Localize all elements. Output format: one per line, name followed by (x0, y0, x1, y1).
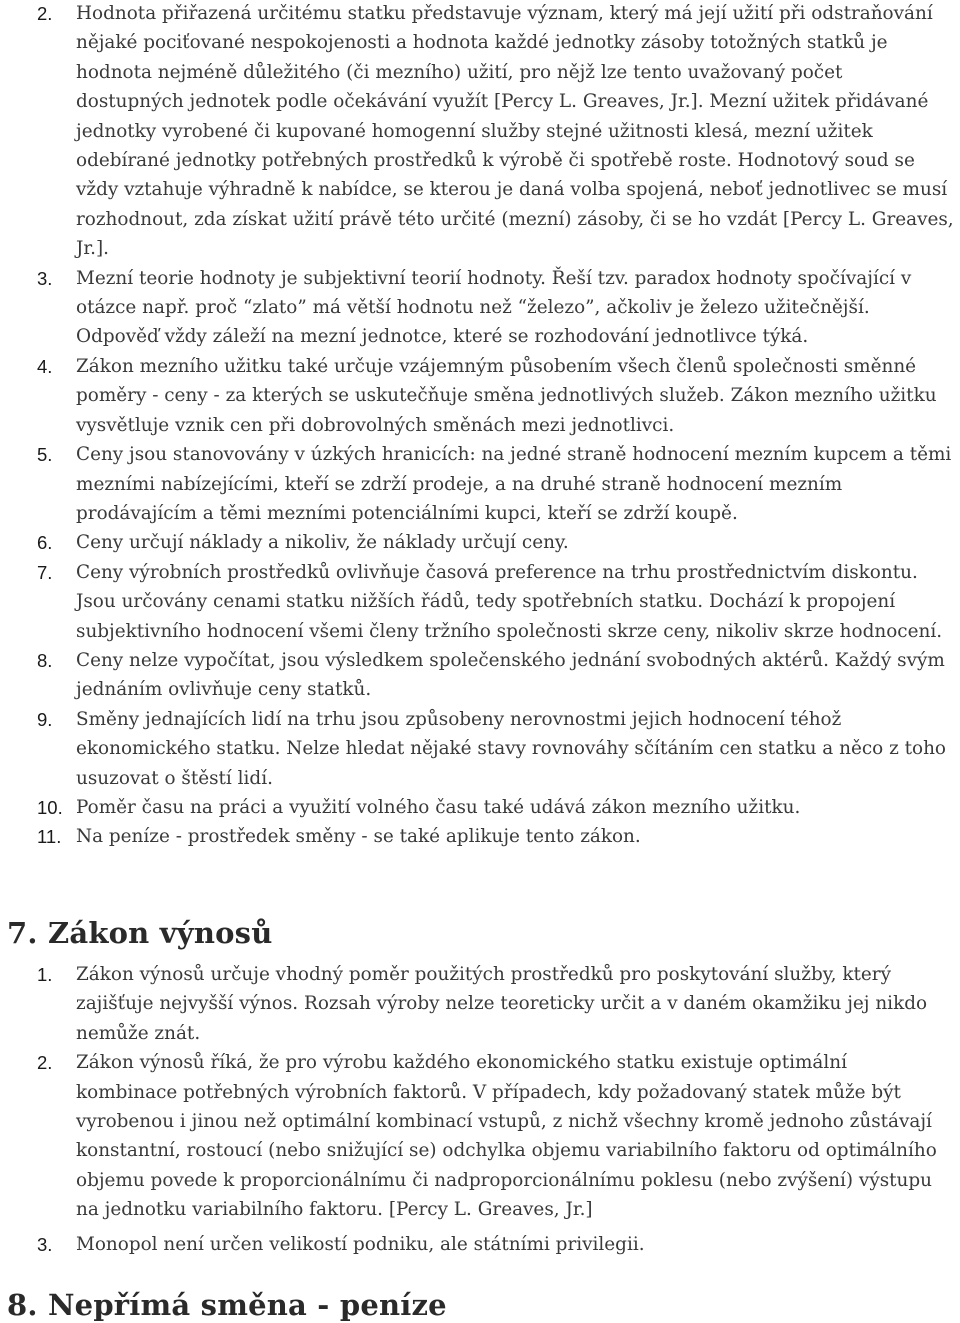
item-number: 2. (37, 3, 53, 24)
item-number: 1. (37, 964, 53, 985)
list-item (0, 960, 960, 1048)
list-item (0, 1230, 960, 1259)
item-number: 8. (37, 649, 53, 671)
item-text: Ceny jsou stanovovány v úzkých hranicích: na jedné straně hodnocení mezním kupcem a těmi mezními nabízejícími, kteří se zdrží prodeje, a na druhé straně hodnocení mezním prodávajícím a těmi mezními potenciálními kupci, kteří se zdrží koupě. (76, 444, 952, 524)
item-text: Zákon výnosů určuje vhodný poměr použitých prostředků pro poskytování služby, který zajišťuje nejvyšší výnos. Rozsah výroby nelze teoreticky určit a v daném okamžiku jej nikdo nemůže znát. (76, 964, 928, 1044)
list-item (0, 705, 960, 793)
list-item (0, 822, 960, 851)
item-text: Zákon výnosů říká, že pro výrobu každého ekonomického statku existuje optimální kombinace potřebných výrobních faktorů. V případech, kdy požadovaný statek může být vyrobenou i jinou než optimální kombinací vstupů, z nichž všechny kromě jednoho zůstávají konstantní, rostoucí (nebo snižující se) odchylka objemu variabilního faktoru od optimálního objemu povede k proporcionálnímu či nadproporcionálnímu poklesu (nebo zvýšení) výstupu na jednotku variabilního faktoru. [Percy L. Greaves, Jr.] (76, 1052, 937, 1221)
list-item (0, 558, 960, 646)
list-item (0, 646, 960, 705)
list-law-of-returns (0, 960, 960, 1225)
item-text: Mezní teorie hodnoty je subjektivní teorií hodnoty. Řeší tzv. paradox hodnoty spočívající v otázce např. proč “zlato” má větší hodnotu než “železo”, ačkoliv je železo užitečnější. Odpověď vždy záleží na mezní jednotce, které se rozhodování jednotlivce týká. (76, 267, 912, 348)
list-item (0, 1048, 960, 1224)
item-text: Směny jednajících lidí na trhu jsou způsobeny nerovnostmi jejich hodnocení téhož ekonomického statku. Nelze hledat nějaké stavy rovnováhy sčítáním cen statku a něco z toho usuzovat o štěstí lidí. (76, 708, 946, 789)
item-text: Hodnota přiřazená určitému statku představuje význam, který má její užití při odstraňování nějaké pociťované nespokojenosti a hodnota každé jednotky zásoby totožných statků je hodnota nejméně důležitého (či mezního) užití, pro nějž lze tento uvažovaný počet dostupných jednotek podle očekávání využít [Percy L. Greaves, Jr.]. Mezní užitek přidávané jednotky vyrobené či kupované homogenní služby stejné užitnosti klesá, mezní užitek odebírané jednotky potřebných prostředků k výrobě či spotřebě roste. Hodnotový soud se vždy vztahuje výhradně k nabídce, se kterou je daná volba spojená, neboť jednotlivec se musí rozhodnout, zda získat užití právě této určité (mezní) zásoby, či se ho vzdát [Percy L. Greaves, Jr.]. (76, 3, 954, 260)
list-item (0, 528, 960, 557)
item-number: 4. (37, 355, 53, 377)
item-text: Monopol není určen velikostí podniku, ale státními privilegii. (76, 1234, 645, 1255)
item-number: 6. (37, 532, 53, 554)
item-text: Ceny výrobních prostředků ovlivňuje časová preference na trhu prostřednictvím diskontu. Jsou určovány cenami statku nižších řádů, tedy spotřebních statku. Dochází k propojení subjektivního hodnocení všemi členy tržního společnosti skrze ceny, nikoliv skrze hodnocení. (76, 561, 943, 642)
list-law-of-returns-continued (0, 1230, 960, 1259)
item-text: Ceny nelze vypočítat, jsou výsledkem společenského jednání svobodných aktérů. Každý svým jednáním ovlivňuje ceny statků. (76, 649, 945, 701)
item-text: Zákon mezního užitku také určuje vzájemným působením všech členů společnosti směnné poměry - ceny - za kterých se uskutečňuje směna jednotlivých služeb. Zákon mezního užitku vysvětluje vznik cen při dobrovolných směnách mezi jednotlivci. (76, 355, 937, 436)
item-number: 3. (37, 1234, 53, 1255)
list-item (0, 440, 960, 528)
item-number: 2. (37, 1052, 53, 1074)
item-text: Ceny určují náklady a nikoliv, že náklady určují ceny. (76, 532, 569, 554)
list-item (0, 0, 960, 264)
section-heading: 7. Zákon výnosů (7, 916, 273, 950)
item-number: 9. (37, 708, 53, 730)
item-number: 3. (37, 267, 53, 289)
item-number: 5. (37, 444, 53, 466)
list-item (0, 264, 960, 352)
section-heading: 8. Nepřímá směna - peníze (7, 1288, 447, 1322)
item-number: 7. (37, 561, 53, 583)
list-item (0, 793, 960, 822)
item-number: 11. (37, 826, 62, 848)
item-text: Poměr času na práci a využití volného času také udává zákon mezního užitku. (76, 796, 801, 818)
item-number: 10. (37, 796, 63, 818)
item-text: Na peníze - prostředek směny - se také aplikuje tento zákon. (76, 826, 641, 848)
list-item (0, 352, 960, 440)
